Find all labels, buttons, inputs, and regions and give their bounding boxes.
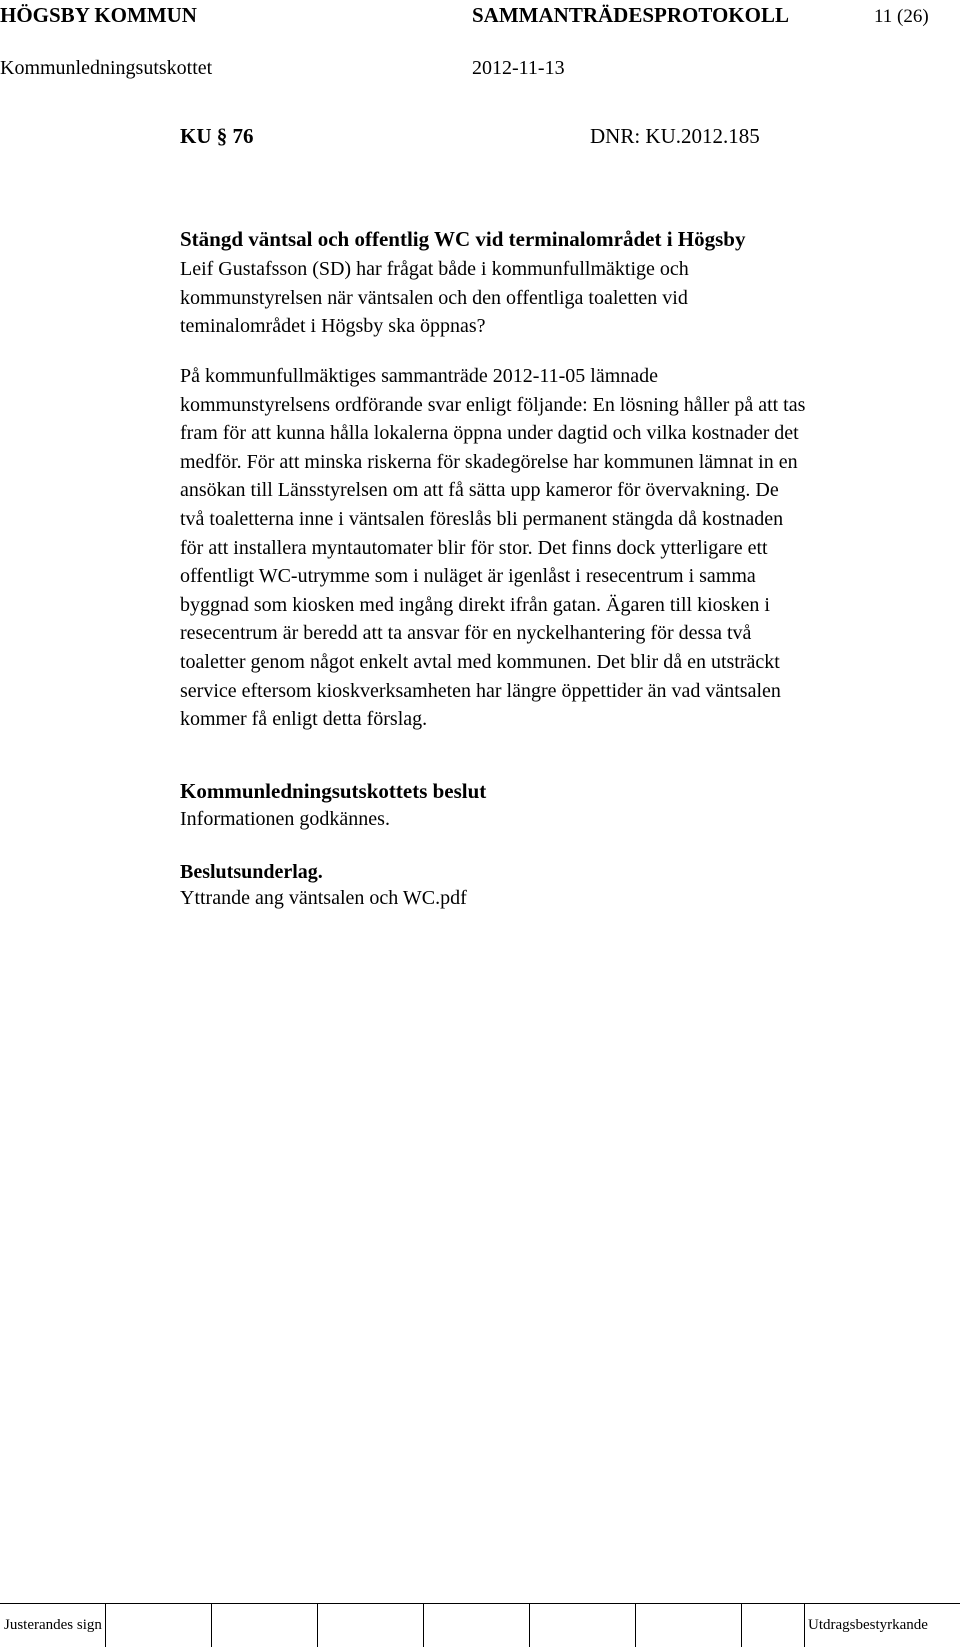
intro-line: kommunstyrelsen när väntsalen och den offentliga toaletten vid	[180, 286, 688, 309]
footer-cell	[637, 1604, 742, 1647]
footer-cell	[425, 1604, 530, 1647]
case-section: KU § 76	[180, 124, 254, 148]
footer-left-label: Justerandes sign	[4, 1617, 102, 1633]
case-dnr: DNR: KU.2012.185	[590, 124, 760, 148]
decision-heading: Kommunledningsutskottets beslut	[180, 779, 487, 803]
basis-text: Yttrande ang väntsalen och WC.pdf	[180, 887, 467, 909]
decision-text: Informationen godkännes.	[180, 808, 390, 830]
body-line: På kommunfullmäktiges sammanträde 2012-11-05 lämnade	[180, 365, 659, 387]
body-paragraph	[180, 362, 940, 734]
footer-cell	[531, 1604, 636, 1647]
intro-line: Leif Gustafsson (SD) har frågat både i kommunfullmäktige och	[180, 258, 689, 280]
committee-name: Kommunledningsutskottet	[0, 57, 213, 79]
footer-cell	[743, 1604, 805, 1647]
footer-right-label: Utdragsbestyrkande	[808, 1617, 928, 1633]
body-line: resecentrum är beredd att ta ansvar för en nyckelhantering för dessa två	[180, 622, 752, 645]
body-line: fram för att kunna hålla lokalerna öppna under dagtid och vilka kostnader det	[180, 422, 799, 445]
body-line: toaletter genom något enkelt avtal med kommunen. Det blir då en utsträckt	[180, 650, 780, 673]
signature-footer	[0, 1603, 960, 1647]
intro-line: teminalområdet i Högsby ska öppnas?	[180, 315, 486, 338]
body-line: medför. För att minska riskerna för skadegörelse har kommunen lämnat in en	[180, 450, 798, 473]
municipality-name: HÖGSBY KOMMUN	[0, 3, 197, 27]
intro-paragraph	[180, 255, 940, 341]
page-number: 11 (26)	[874, 6, 929, 27]
body-line: kommer få enligt detta förslag.	[180, 708, 428, 731]
body-line: två toaletterna inne i väntsalen föreslås bli permanent stängda då kostnaden	[180, 507, 784, 530]
body-line: service eftersom kioskverksamheten har längre öppettider än vad väntsalen	[180, 679, 781, 702]
document-type: SAMMANTRÄDESPROTOKOLL	[472, 3, 789, 27]
footer-cell	[107, 1604, 212, 1647]
body-line: kommunstyrelsens ordförande svar enligt följande: En lösning håller på att tas	[180, 393, 806, 416]
body-line: byggnad som kiosken med ingång direkt ifrån gatan. Ägaren till kiosken i	[180, 593, 770, 616]
meeting-date: 2012-11-13	[472, 57, 565, 79]
footer-cell	[213, 1604, 318, 1647]
basis-heading: Beslutsunderlag.	[180, 861, 323, 883]
body-line: ansökan till Länsstyrelsen om att få sätta upp kameror för övervakning. De	[180, 479, 779, 502]
footer-cell	[319, 1604, 424, 1647]
body-line: för att installera myntautomater blir för stor. Det finns dock ytterligare ett	[180, 536, 768, 559]
body-line: offentligt WC-utrymme som i nuläget är igenlåst i resecentrum i samma	[180, 565, 756, 588]
case-title: Stängd väntsal och offentlig WC vid terminalområdet i Högsby	[180, 227, 746, 251]
